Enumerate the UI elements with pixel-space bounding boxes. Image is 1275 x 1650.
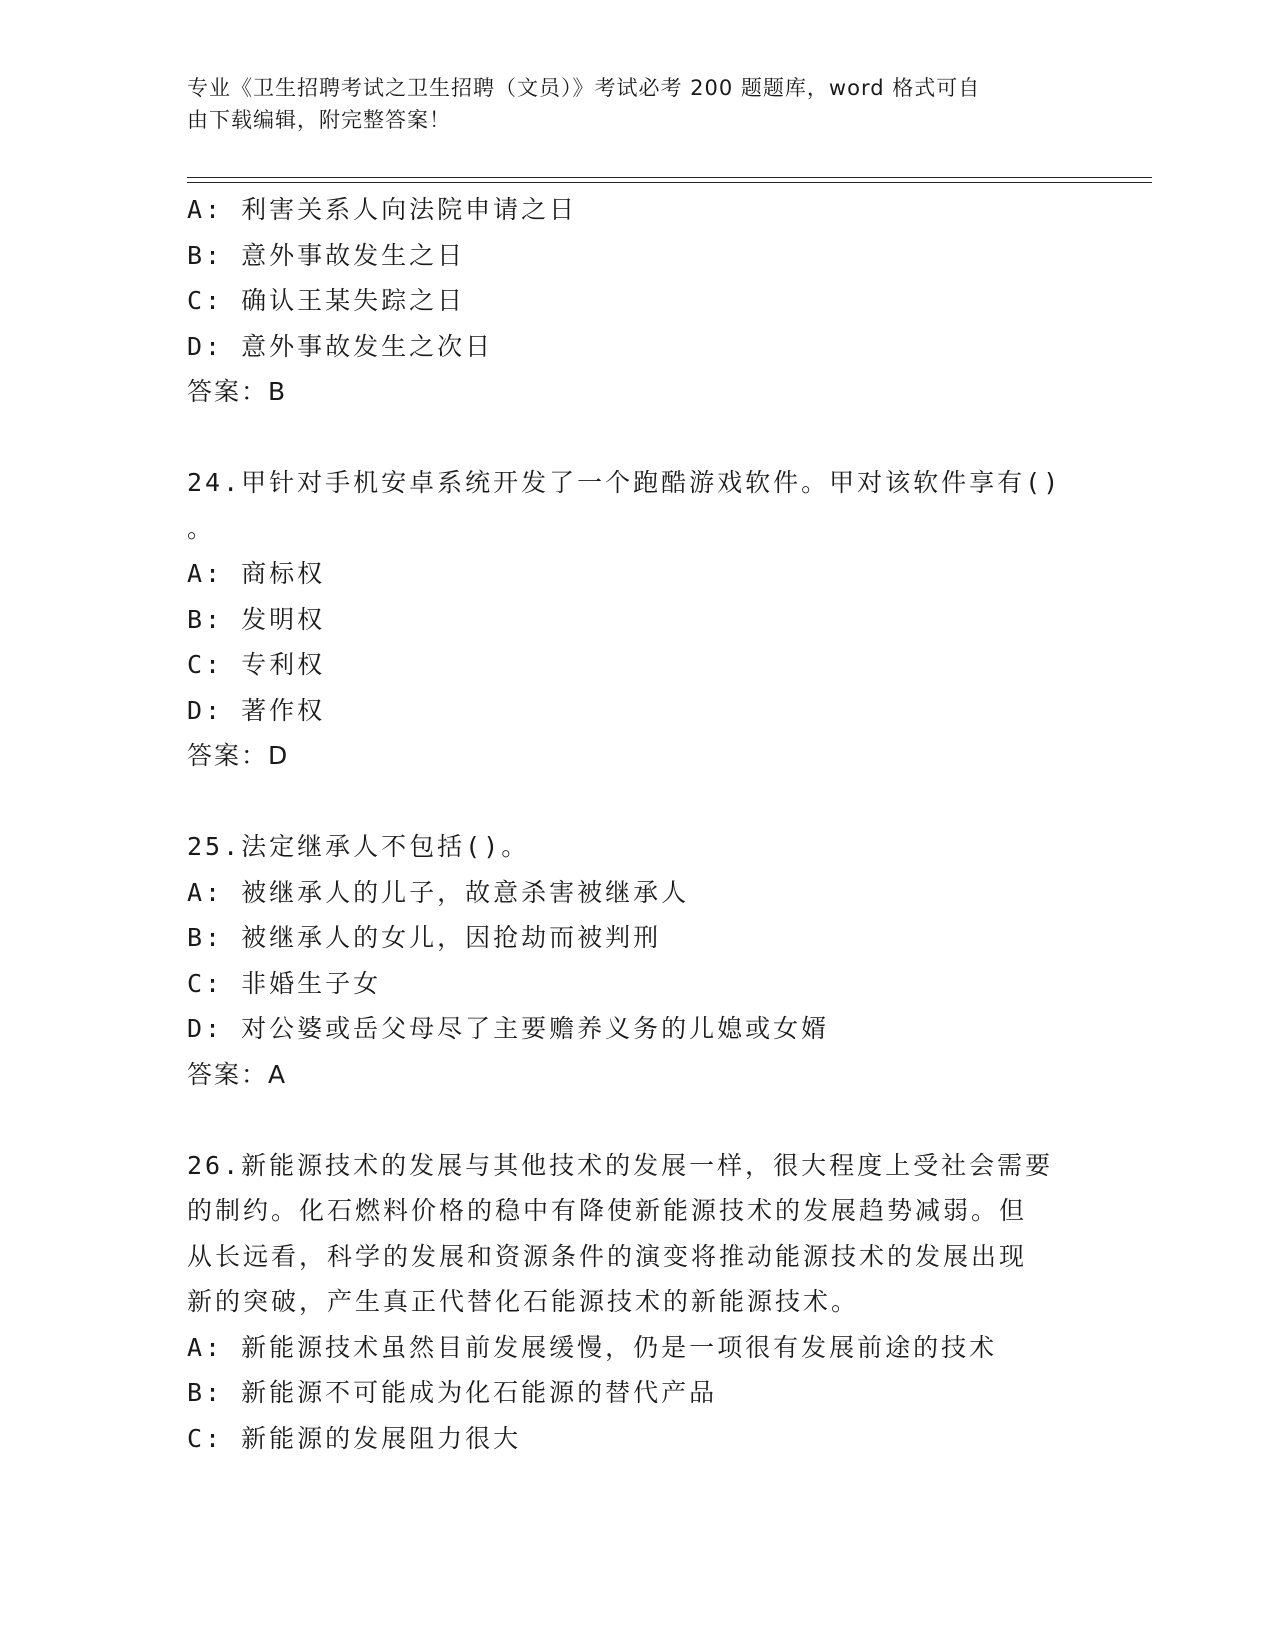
header-line-2: 由下载编辑，附完整答案！	[187, 108, 451, 132]
spacer	[187, 415, 1087, 461]
option-c: C: 非婚生子女	[187, 968, 382, 998]
document-header	[187, 72, 1067, 136]
option-c: C: 专利权	[187, 650, 326, 679]
answer-line: 答案：D	[187, 741, 290, 770]
header-divider-top	[187, 177, 1152, 178]
option-a: A: 商标权	[187, 559, 326, 588]
answer-line: 答案：A	[187, 1059, 288, 1089]
option-d: D: 著作权	[187, 695, 326, 725]
option-a: A: 新能源技术虽然目前发展缓慢，仍是一项很有发展前途的技术	[187, 1332, 998, 1362]
question-stem: 25.法定继承人不包括()。	[187, 832, 530, 861]
option-a: A: 被继承人的儿子，故意杀害被继承人	[187, 877, 690, 907]
option-b: B: 意外事故发生之日	[187, 240, 466, 270]
question-list	[187, 187, 1087, 1461]
header-line-1: 专业《卫生招聘考试之卫生招聘（文员）》考试必考 200 题题库，word 格式可自	[187, 76, 981, 100]
question-stem: 的制约。化石燃料价格的稳中有降使新能源技术的发展趋势减弱。但	[187, 1196, 1028, 1225]
answer-line: 答案：B	[187, 377, 288, 406]
option-c: C: 确认王某失踪之日	[187, 286, 466, 315]
question-stem: 新的突破，产生真正代替化石能源技术的新能源技术。	[187, 1287, 860, 1316]
question-stem: 。	[187, 513, 216, 543]
question-23	[187, 187, 1087, 415]
option-d: D: 意外事故发生之次日	[187, 331, 494, 361]
question-stem: 26.新能源技术的发展与其他技术的发展一样，很大程度上受社会需要	[187, 1150, 1054, 1180]
spacer	[187, 779, 1087, 825]
header-divider-bottom	[187, 182, 1152, 183]
option-d: D: 对公婆或岳父母尽了主要赡养义务的儿媳或女婿	[187, 1014, 830, 1043]
option-c: C: 新能源的发展阻力很大	[187, 1423, 522, 1453]
question-24	[187, 460, 1087, 779]
question-25	[187, 824, 1087, 1097]
spacer	[187, 1097, 1087, 1143]
option-b: B: 新能源不可能成为化石能源的替代产品	[187, 1378, 718, 1407]
option-a: A: 利害关系人向法院申请之日	[187, 195, 578, 224]
option-b: B: 发明权	[187, 604, 326, 634]
question-stem: 从长远看，科学的发展和资源条件的演变将推动能源技术的发展出现	[187, 1241, 1028, 1271]
question-stem: 24.甲针对手机安卓系统开发了一个跑酷游戏软件。甲对该软件享有()	[187, 468, 1062, 497]
option-b: B: 被继承人的女儿，因抢劫而被判刑	[187, 923, 662, 952]
question-26	[187, 1143, 1087, 1462]
